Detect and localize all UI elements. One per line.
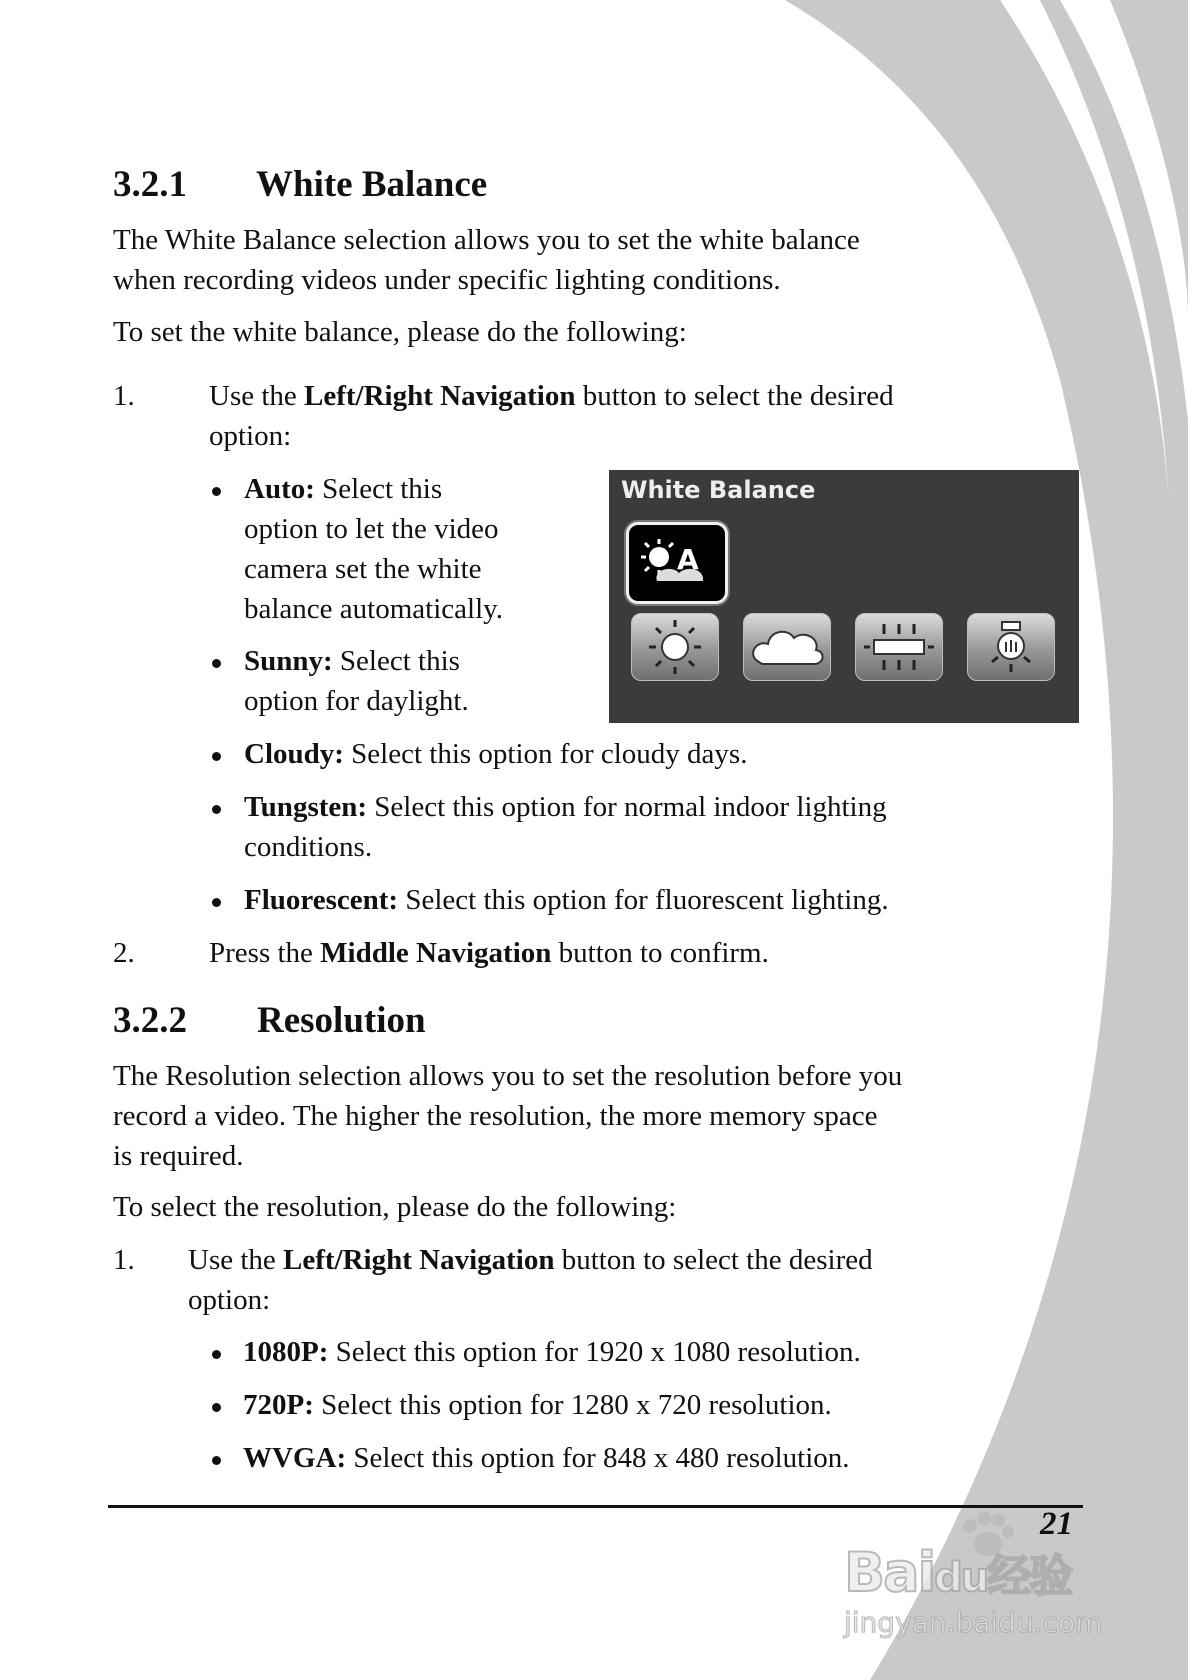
bullet-text: option to let the video [244, 513, 499, 545]
paragraph-line: record a video. The higher the resolution, the more memory space [113, 1100, 878, 1132]
bullet-text [244, 734, 747, 774]
step-text-bold: Left/Right Navigation [304, 380, 576, 412]
tungsten-icon [855, 613, 943, 681]
bullet-text [243, 1332, 861, 1372]
watermark-brand-cn: 经验 [987, 1551, 1072, 1602]
bullet-label: WVGA: [243, 1442, 347, 1474]
bullet-text: camera set the white [244, 553, 482, 585]
section-number: 3.2.1 [113, 164, 187, 205]
bullet-label: 1080P: [243, 1336, 329, 1368]
section-title: Resolution [257, 1000, 426, 1041]
bullet-text-part: Select this option for 1920 x 1080 resolution. [328, 1336, 861, 1368]
bullet-label: Tungsten: [244, 791, 368, 823]
bullet-dot [212, 1350, 221, 1359]
paragraph-line: To select the resolution, please do the following: [113, 1191, 677, 1223]
step-text [209, 933, 769, 973]
step-text-part: Use the [188, 1244, 284, 1276]
bullet-text-part: Select this option for 848 x 480 resolution. [346, 1442, 850, 1474]
bullet-text: balance automatically. [244, 593, 503, 625]
screen-title: White Balance [621, 476, 816, 504]
bullet-text-part: Select this option for cloudy days. [343, 738, 748, 770]
step-number: 2. [113, 937, 135, 969]
bullet-text [243, 1385, 832, 1425]
sunny-icon [631, 613, 719, 681]
cloudy-icon [743, 613, 831, 681]
footer-rule [108, 1505, 1083, 1508]
bullet-text [244, 641, 460, 681]
bullet-text: conditions. [244, 831, 373, 863]
bullet-dot [212, 752, 221, 761]
bullet-text: option for daylight. [244, 685, 469, 717]
bullet-dot [212, 487, 221, 496]
paragraph-line: To set the white balance, please do the following: [113, 316, 687, 348]
step-text-part: button to select the desired [554, 1244, 873, 1276]
bullet-text-part: Select this option for 1280 x 720 resolution. [313, 1389, 832, 1421]
paragraph-line: The White Balance selection allows you to set the white balance [113, 224, 860, 256]
bullet-dot [212, 1403, 221, 1412]
page-number: 21 [1040, 1506, 1073, 1542]
bullet-dot [212, 1456, 221, 1465]
bullet-label: Auto: [244, 473, 315, 505]
watermark-url: jingyan.baidu.com [844, 1606, 1103, 1639]
step-text-bold: Middle Navigation [320, 937, 552, 969]
step-number: 1. [113, 1244, 135, 1276]
paragraph-line: The Resolution selection allows you to set the resolution before you [113, 1060, 903, 1092]
step-text-part: button to confirm. [551, 937, 769, 969]
bullet-text [244, 469, 442, 509]
bullet-dot [212, 805, 221, 814]
section-title: White Balance [256, 164, 488, 205]
watermark-brand [844, 1540, 1071, 1604]
bullet-text [244, 787, 887, 827]
bullet-text [244, 880, 889, 920]
paragraph-line: when recording videos under specific lighting conditions. [113, 264, 781, 296]
step-text [209, 376, 894, 416]
step-text: option: [188, 1284, 271, 1316]
white-balance-screen [609, 470, 1079, 723]
bullet-text-part: Select this [314, 473, 443, 505]
bullet-dot [212, 659, 221, 668]
step-text-bold: Left/Right Navigation [283, 1244, 555, 1276]
bullet-label: Sunny: [244, 645, 333, 677]
svg-text:A: A [677, 543, 699, 576]
bullet-label: 720P: [243, 1389, 314, 1421]
watermark-brand-part: Bai [844, 1541, 935, 1604]
step-text-part: Press the [209, 937, 321, 969]
bullet-text [243, 1438, 850, 1478]
bullet-label: Cloudy: [244, 738, 344, 770]
paragraph-line: is required. [113, 1140, 244, 1172]
baidu-watermark [842, 1510, 1112, 1640]
step-text [188, 1240, 873, 1280]
watermark-brand-part: du [934, 1555, 988, 1601]
bullet-text-part: Select this option for fluorescent lighting. [398, 884, 889, 916]
section-number: 3.2.2 [113, 1000, 187, 1041]
step-text-part: Use the [209, 380, 305, 412]
bullet-text-part: Select this option for normal indoor lighting [367, 791, 887, 823]
bullet-text-part: Select this [332, 645, 460, 677]
bullet-label: Fluorescent: [244, 884, 399, 916]
fluorescent-icon [967, 613, 1055, 681]
step-number: 1. [113, 380, 135, 412]
bullet-dot [212, 898, 221, 907]
step-text: option: [209, 420, 292, 452]
auto-wb-icon [626, 522, 728, 604]
step-text-part: button to select the desired [575, 380, 894, 412]
